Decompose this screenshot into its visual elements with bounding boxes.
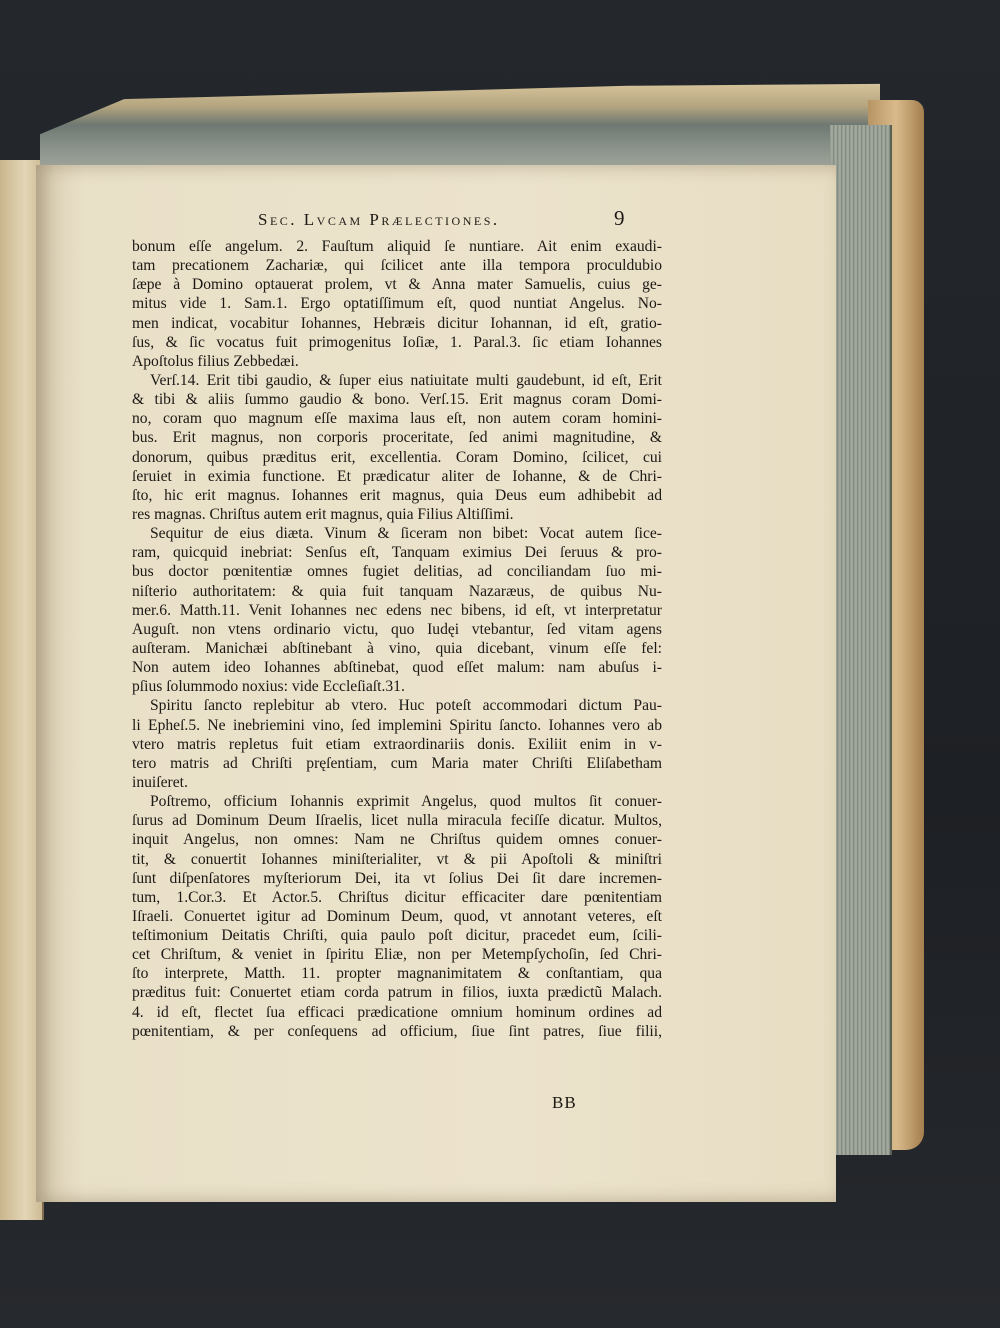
text-line: niſterio authoritatem: & quia fuit tanquam Nazaræus, de quibus Nu-: [132, 582, 662, 600]
text-line: bus. Erit magnus, non corporis proceritate, ſed animi magnitudine, &: [132, 429, 662, 447]
body-text: [132, 237, 662, 1041]
text-line: bus doctor pœnitentiæ omnes fugiet delitias, ad conciliandam ſuo mi-: [132, 563, 662, 581]
text-line: mitus vide 1. Sam.1. Ergo optatiſſimum eſt, quod nuntiat Angelus. No-: [132, 295, 662, 313]
text-line: Auguſt. non vtens ordinario victu, quo Iudęi vtebantur, ſed vitam agens: [132, 620, 662, 638]
text-line: res magnas. Chriſtus autem erit magnus, quia Filius Altiſſimi.: [132, 505, 514, 523]
text-line: auſteram. Manichæi abſtinebant à vino, quia dicebant, vinum eſſe fel:: [132, 639, 662, 657]
text-line: 4. id eſt, flectet ſua efficaci prædicatione omnium hominum ordines ad: [132, 1003, 662, 1021]
text-line: pſius ſolummodo noxius: vide Eccleſiaſt.31.: [132, 678, 405, 696]
text-line: cet Chriſtum, & veniet in ſpiritu Eliæ, non per Metempſychoſin, ſed Chri-: [132, 946, 662, 964]
text-line: tit, & conuertit Iohannes miniſterialiter, vt & pii Apoſtoli & miniſtri: [132, 850, 662, 868]
text-line: no, coram quo magnum eſſe maxima laus eſt, non autem coram homini-: [132, 410, 662, 428]
text-line: præditus fuit: Conuertet etiam corda patrum in filios, iuxta prædictũ Malach.: [132, 984, 662, 1002]
text-line: Verſ.14. Erit tibi gaudio, & ſuper eius natiuitate multi gaudebunt, id eſt, Erit: [150, 371, 662, 389]
text-line: tum, 1.Cor.3. Et Actor.5. Chriſtus dicitur efficaciter dare pœnitentiam: [132, 888, 662, 906]
text-line: tam precationem Zachariæ, qui ſcilicet ante illa tempora proculdubio: [132, 257, 662, 275]
text-line: ſto, hic erit magnus. Iohannes erit magnus, quia Deus eum adhibebit ad: [132, 486, 662, 504]
text-line: inquit Angelus, non omnes: Nam ne Chriſtus quidem omnes conuer-: [132, 831, 662, 849]
text-line: ſto interprete, Matth. 11. propter magnanimitatem & conſtantiam, qua: [132, 965, 662, 983]
text-line: Non autem ideo Iohannes abſtinebat, quod eſſet malum: nam abuſus i-: [132, 659, 662, 677]
text-line: ſæpe à Domino optauerat prolem, vt & Anna mater Samuelis, cuius ge-: [132, 276, 662, 294]
text-line: Iſraeli. Conuertet igitur ad Dominum Deum, quod, vt annotant veteres, eſt: [132, 907, 662, 925]
text-line: Apoſtolus filius Zebbedæi.: [132, 352, 299, 370]
text-line: men indicat, vocabitur Iohannes, Hebræis dicitur Iohannan, id eſt, gratio-: [132, 314, 662, 332]
text-line: ſeruiet in eximia functione. Et prædicatur aliter de Iohanne, & de Chri-: [132, 467, 662, 485]
text-line: bonum eſſe angelum. 2. Fauſtum aliquid ſe nuntiare. Ait enim exaudi-: [132, 238, 662, 255]
text-line: ſurus ad Dominum Deum Iſraelis, licet nulla miracula feciſſe dicatur. Multos,: [132, 812, 662, 830]
running-head: Sec. Lvcam Prælectiones.: [258, 210, 500, 229]
text-line: Sequitur de eius diæta. Vinum & ſiceram non bibet: Vocat autem ſice-: [150, 525, 662, 543]
text-line: pœnitentiam, & per conſequens ad officium, ſiue ſint patres, ſiue filii,: [132, 1022, 662, 1040]
text-line: vtero matris repletus fuit etiam extraordinariis donis. Exiliit enim in v-: [132, 735, 662, 753]
text-line: teſtimonium Deitatis Chriſti, quia paulo poſt dicitur, pracedet eum, ſcili-: [132, 927, 662, 945]
text-line: & tibi & aliis ſummo gaudio & bono. Verſ.15. Erit magnus coram Domi-: [132, 391, 662, 409]
text-line: Spiritu ſancto replebitur ab vtero. Huc poteſt accommodari dictum Pau-: [150, 697, 662, 715]
text-line: tero matris ad Chriſti pręſentiam, cum Maria mater Chriſti Eliſabetham: [132, 754, 662, 772]
text-line: inuiſeret.: [132, 773, 188, 791]
text-line: donorum, quibus præditus erit, excellentia. Coram Domino, ſcilicet, cui: [132, 448, 662, 466]
page-number: 9: [614, 206, 625, 230]
page-stack-edge: [830, 125, 892, 1155]
text-line: Poſtremo, officium Iohannis exprimit Angelus, quod multos ſit conuer-: [150, 793, 662, 811]
text-line: li Epheſ.5. Ne inebriemini vino, ſed implemini Spiritu ſancto. Iohannes vero ab: [132, 716, 662, 734]
text-line: mer.6. Matth.11. Venit Iohannes nec edens nec bibens, id eſt, vt interpretatur: [132, 601, 662, 619]
text-line: ſunt diſpenſatores myſteriorum Dei, ita vt ſolius Dei ſit dare incremen-: [132, 869, 662, 887]
text-line: ram, quicquid inebriat: Senſus eſt, Tanquam eximius Dei ſeruus & pro-: [132, 544, 662, 562]
text-line: ſus, & ſic vocatus fuit primogenitus Ioſiæ, 1. Paral.3. ſic etiam Iohannes: [132, 333, 662, 351]
signature-mark: BB: [552, 1093, 577, 1112]
page-header: [36, 206, 836, 240]
book-page: [36, 165, 836, 1202]
